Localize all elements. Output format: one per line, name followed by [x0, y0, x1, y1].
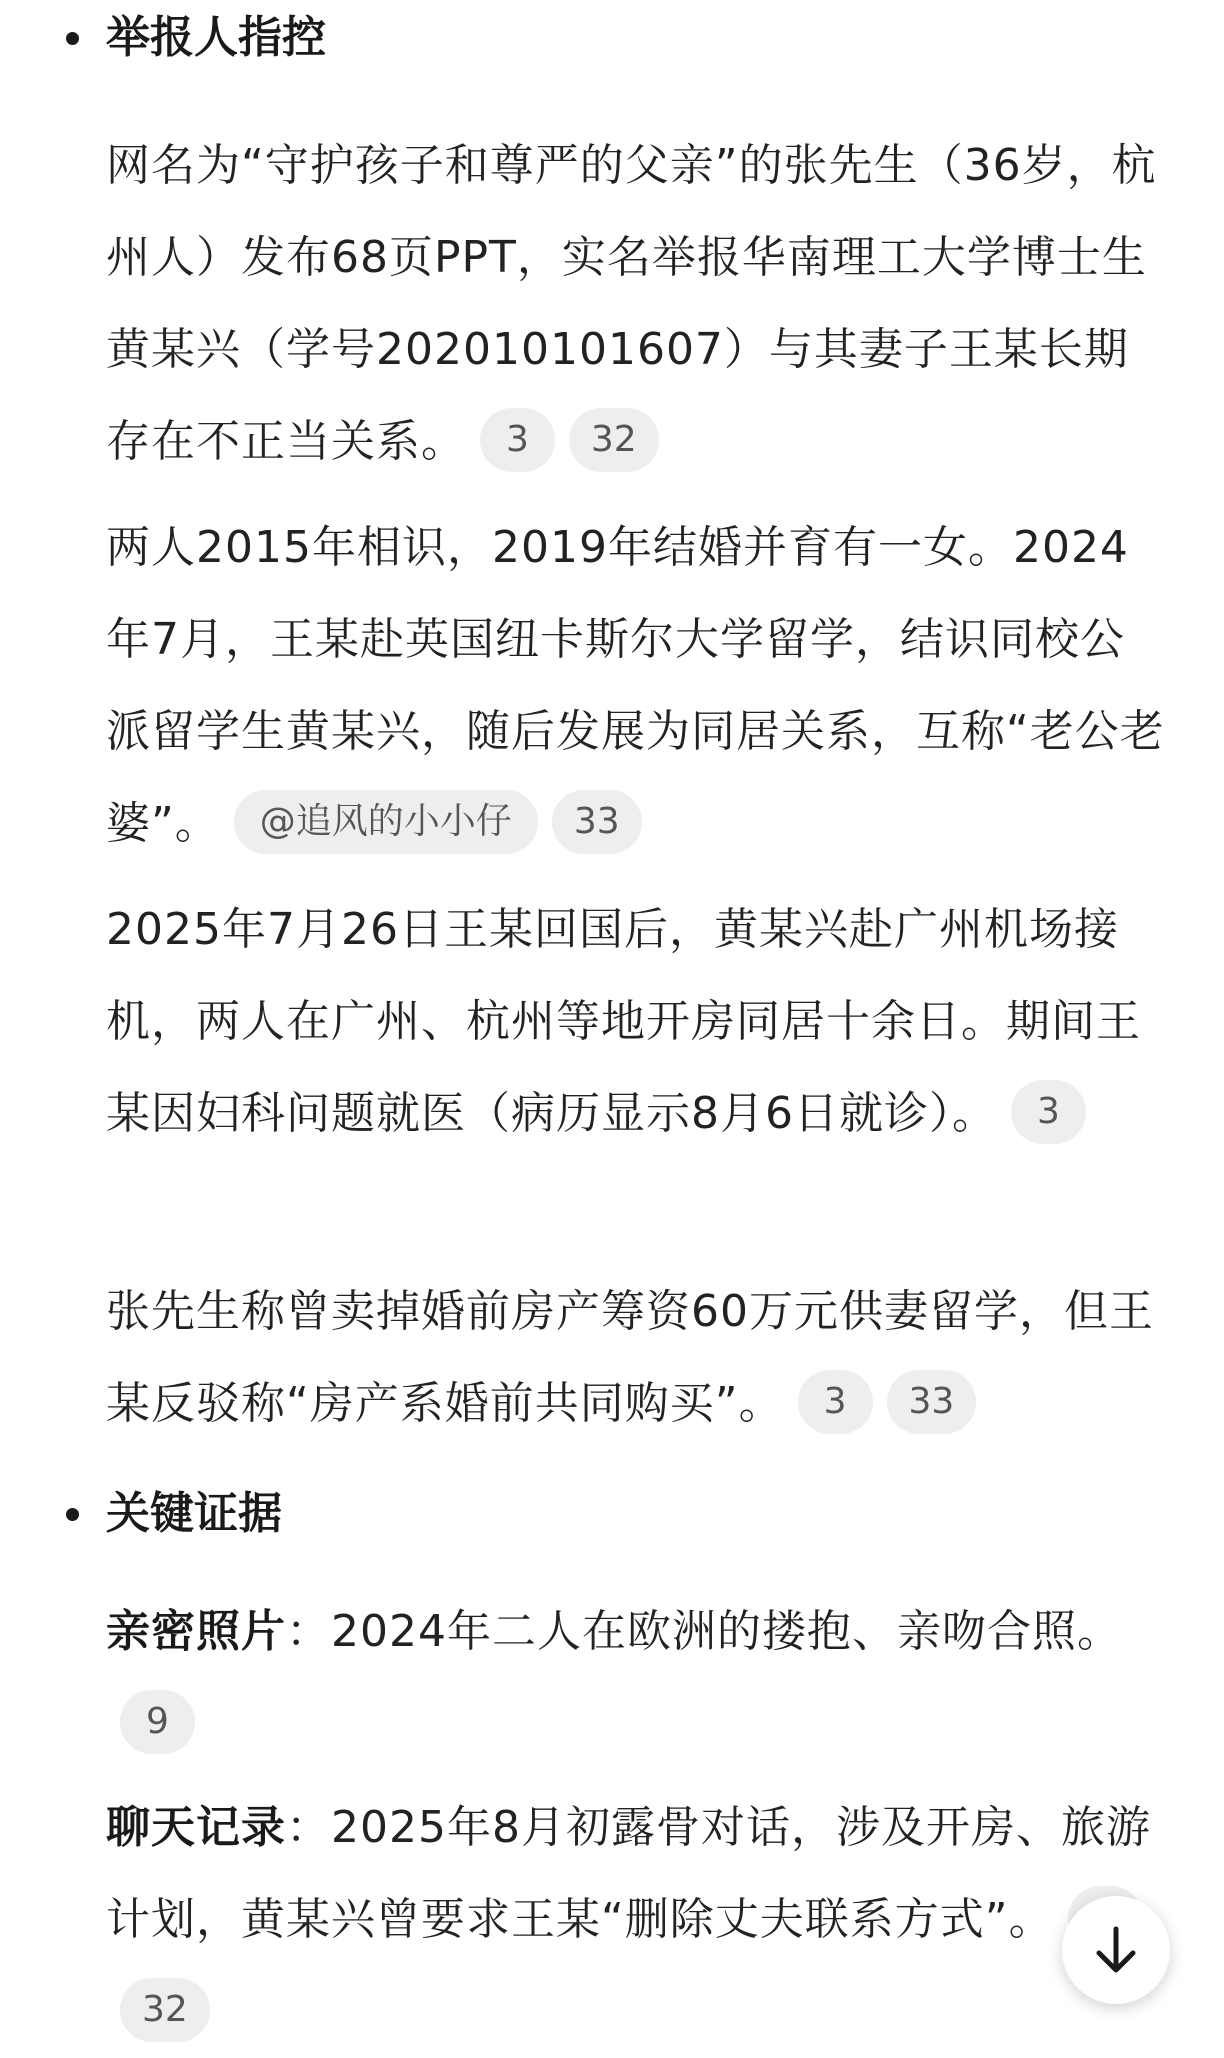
section-heading-label: 举报人指控 — [106, 12, 326, 63]
bullet-dot — [66, 32, 79, 45]
paragraph-text: 两人2015年相识，2019年结婚并育有一女。2024年7月，王某赴英国纽卡斯尔大学留学，结识同校公派留学生黄某兴，随后发展为同居关系，互称“老公老婆”。 — [106, 522, 1165, 849]
citation-badge[interactable]: 32 — [569, 408, 659, 472]
paragraph-text: 张先生称曾卖掉婚前房产筹资60万元供妻留学，但王某反驳称“房产系婚前共同购买”。 — [106, 1286, 1154, 1429]
paragraph — [106, 1586, 1166, 1770]
paragraph-text: 2025年7月26日王某回国后，黄某兴赴广州机场接机，两人在广州、杭州等地开房同居十余日。期间王某因妇科问题就医（病历显示8月6日就诊）。 — [106, 904, 1141, 1139]
citation-badge[interactable]: 33 — [887, 1370, 977, 1434]
evidence-label: 聊天记录 — [106, 1802, 286, 1853]
paragraph-text: ：2024年二人在欧洲的搂抱、亲吻合照。 — [286, 1606, 1122, 1657]
paragraph — [106, 502, 1166, 870]
section-heading-label: 关键证据 — [106, 1488, 282, 1539]
citation-badge[interactable]: 32 — [120, 1978, 210, 2042]
citation-badge[interactable]: @追风的小小仔 — [234, 790, 538, 854]
citation-badge[interactable]: 3 — [480, 408, 555, 472]
arrow-down-icon — [1093, 1925, 1139, 1975]
paragraph — [106, 1266, 1166, 1450]
paragraph — [106, 884, 1166, 1160]
citation-badge[interactable]: 3 — [798, 1370, 873, 1434]
citation-badge[interactable]: 9 — [120, 1690, 195, 1754]
citation-badge[interactable]: 33 — [552, 790, 642, 854]
paragraph — [106, 120, 1166, 488]
scroll-to-bottom-button[interactable] — [1062, 1896, 1170, 2004]
bullet-dot — [66, 1508, 79, 1521]
paragraph — [106, 1782, 1166, 2058]
paragraph-text: 网名为“守护孩子和尊严的父亲”的张先生（36岁，杭州人）发布68页PPT，实名举报华南理工大学博士生黄某兴（学号202010101607）与其妻子王某长期存在不正当关系。 — [106, 140, 1157, 467]
paragraph-text: ：2025年8月初露骨对话，涉及开房、旅游计划，黄某兴曾要求王某“删除丈夫联系方式”。 — [106, 1802, 1151, 1945]
evidence-label: 亲密照片 — [106, 1606, 286, 1657]
citation-badge[interactable]: 3 — [1011, 1080, 1086, 1144]
